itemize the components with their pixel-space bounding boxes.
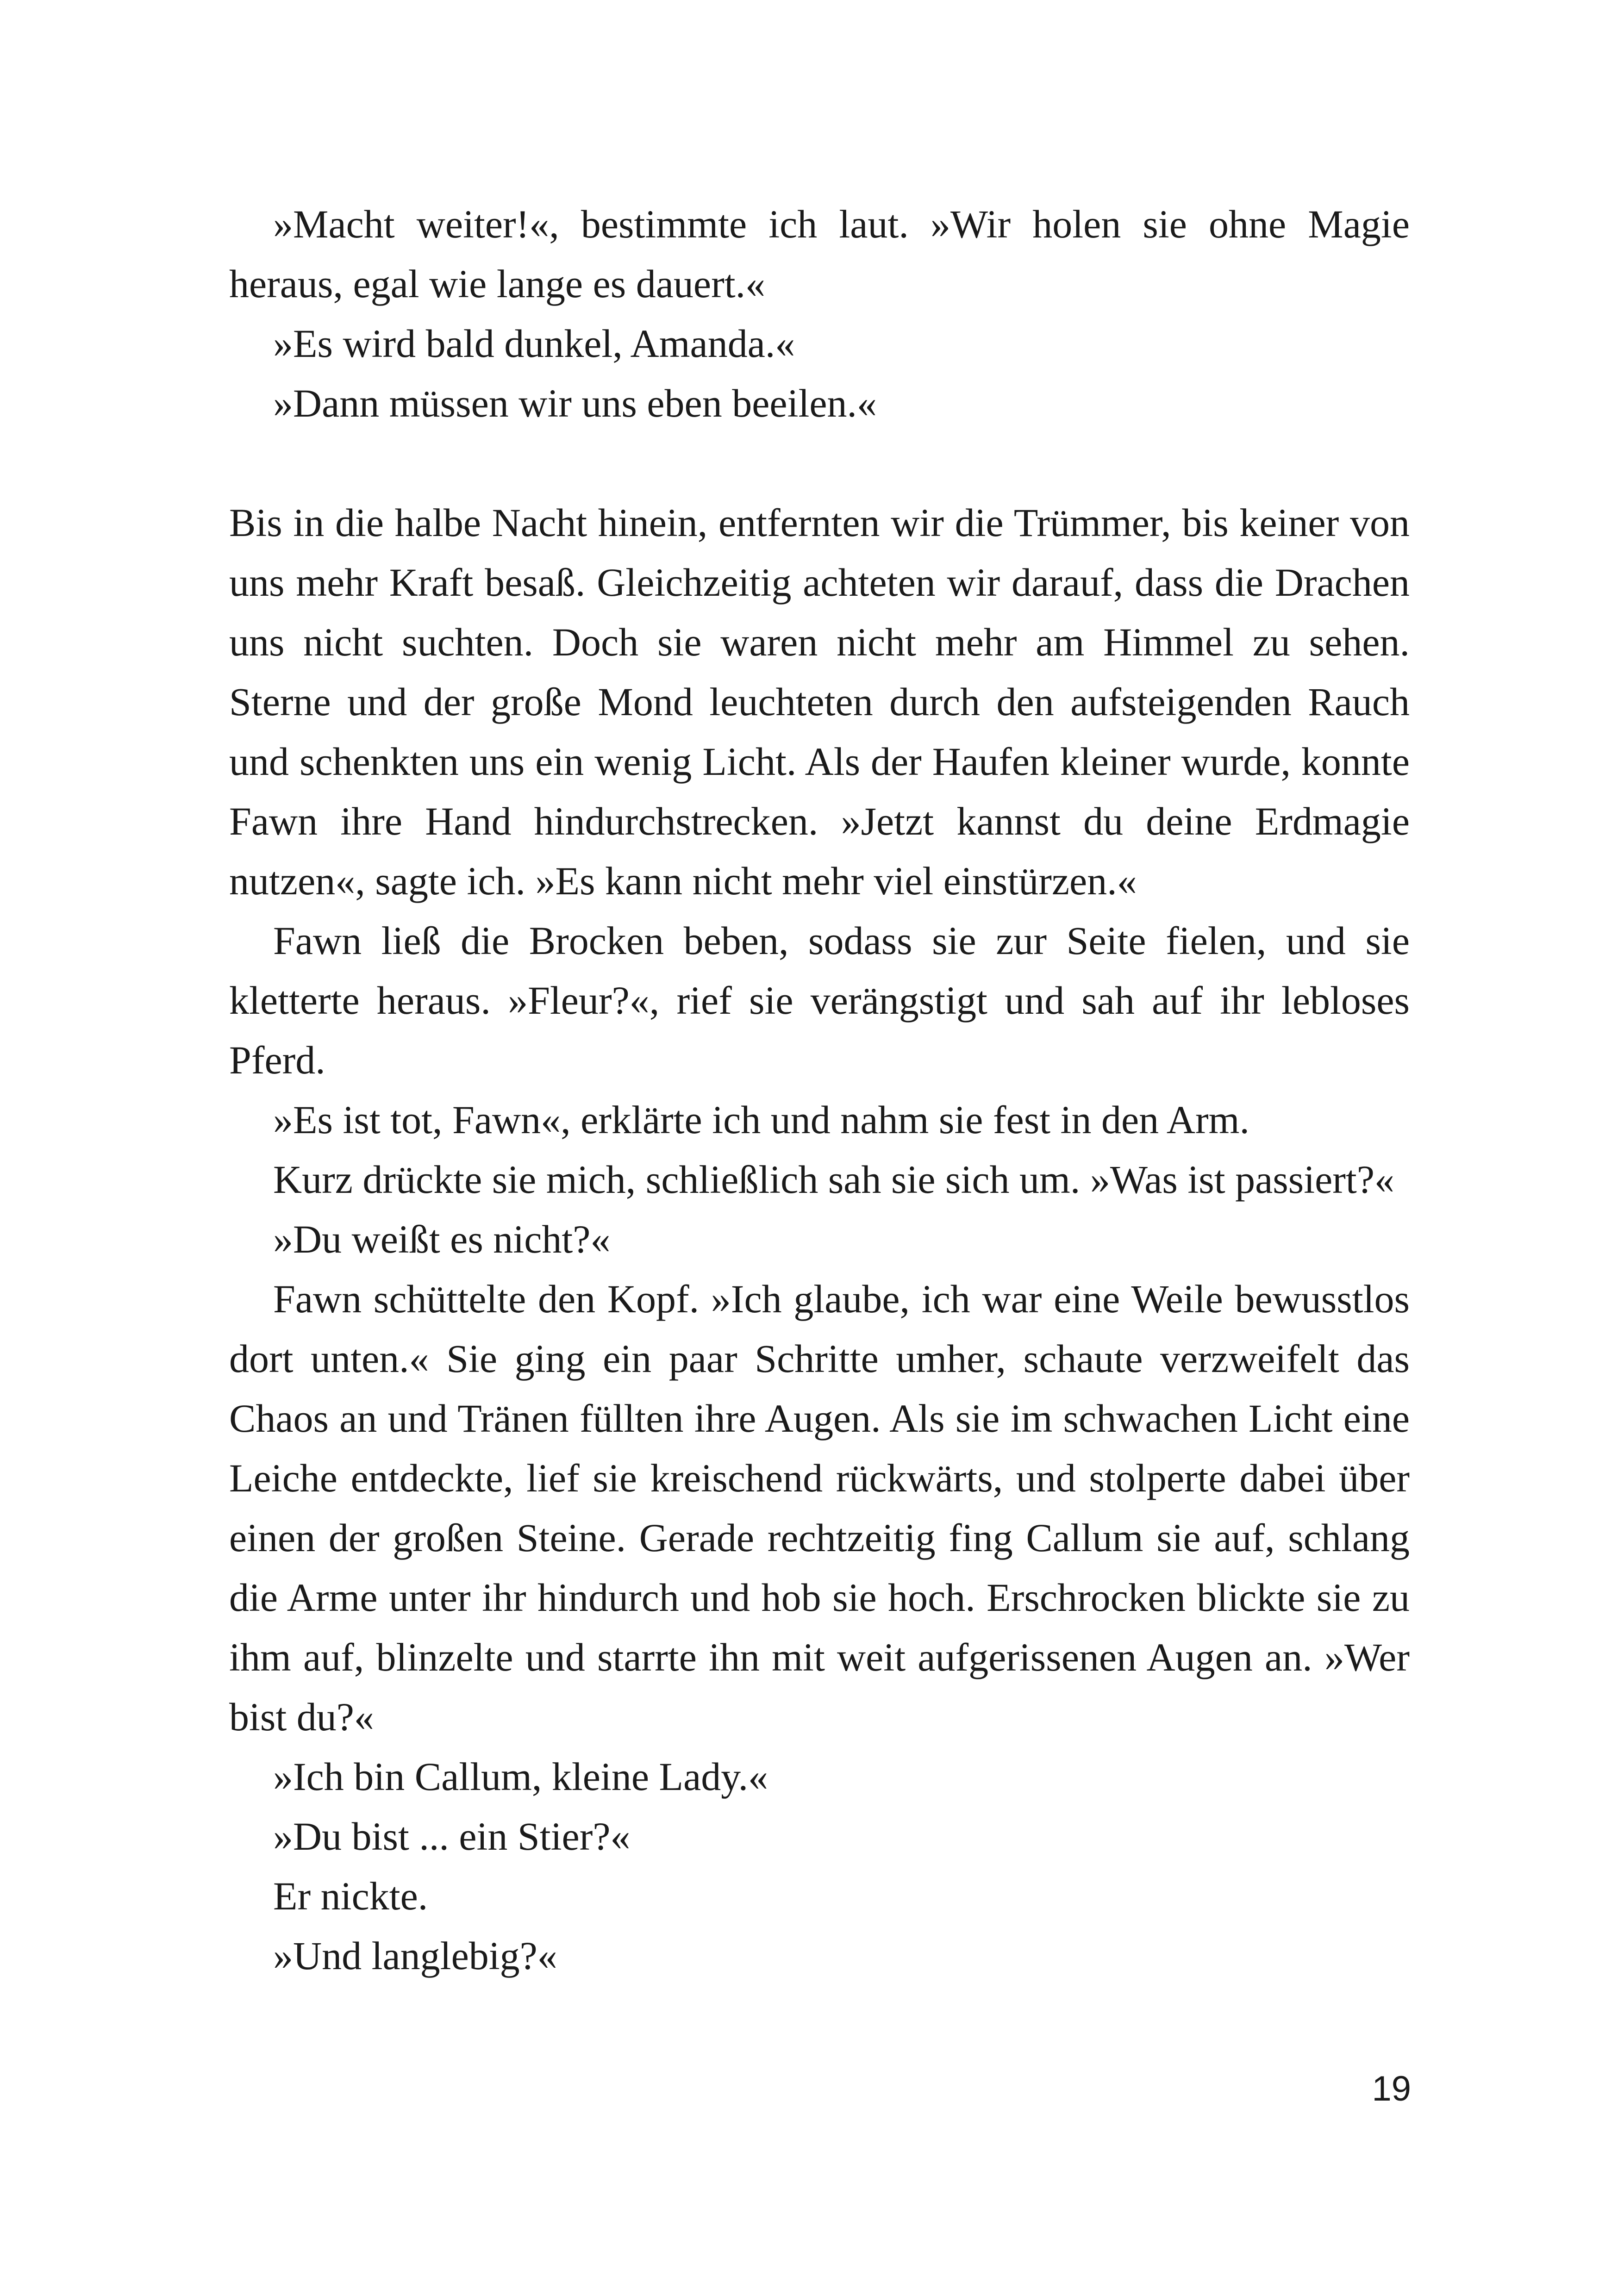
page-number: 19 <box>1372 2069 1411 2108</box>
paragraph: »Du bist ... ein Stier?« <box>273 1814 631 1858</box>
paragraph: »Macht weiter!«, bestimmte ich laut. »Wir holen sie ohne Magie heraus, egal wie lange es dauert.« <box>229 202 1410 306</box>
paragraph: »Du weißt es nicht?« <box>273 1217 611 1261</box>
paragraph: »Es ist tot, Fawn«, erklärte ich und nahm sie fest in den Arm. <box>273 1098 1250 1142</box>
paragraph: »Und langlebig?« <box>273 1933 557 1978</box>
paragraph: »Es wird bald dunkel, Amanda.« <box>273 321 795 366</box>
paragraph: Kurz drückte sie mich, schließlich sah sie sich um. »Was ist passiert?« <box>273 1157 1394 1202</box>
paragraph: »Ich bin Callum, kleine Lady.« <box>273 1754 768 1799</box>
body-text <box>229 194 1410 1986</box>
paragraph: Er nickte. <box>273 1874 428 1918</box>
paragraph: Fawn ließ die Brocken beben, sodass sie zur Seite fielen, und sie kletterte heraus. »Fleur?«, rief sie verängstigt und sah auf ihr lebloses Pferd. <box>229 918 1410 1082</box>
paragraph: Fawn schüttelte den Kopf. »Ich glaube, ich war eine Weile bewusstlos dort unten.« Sie ging ein paar Schritte umher, schaute verzweifelt das Chaos an und Tränen füllten ihre Augen. Als sie im schwachen Licht eine Leiche entdeckte, lief sie kreischend rückwärts, und stolperte dabei über einen der großen Steine. Gerade rechtzeitig fing Callum sie auf, schlang die Arme unter ihr hindurch und hob sie hoch. Erschrocken blickte sie zu ihm auf, blinzelte und starrte ihn mit weit aufgerissenen Augen an. »Wer bist du?« <box>229 1277 1410 1739</box>
paragraph: Bis in die halbe Nacht hinein, entfernten wir die Trümmer, bis keiner von uns mehr Kraft besaß. Gleichzeitig achteten wir darauf, dass die Drachen uns nicht suchten. Doch sie waren nicht mehr am Himmel zu sehen. Sterne und der große Mond leuchteten durch den aufsteigenden Rauch und schenkten uns ein wenig Licht. Als der Haufen kleiner wurde, konnte Fawn ihre Hand hindurchstrecken. »Jetzt kannst du deine Erdmagie nutzen«, sagte ich. »Es kann nicht mehr viel einstürzen.« <box>229 500 1410 903</box>
paragraph: »Dann müssen wir uns eben beeilen.« <box>273 381 877 425</box>
